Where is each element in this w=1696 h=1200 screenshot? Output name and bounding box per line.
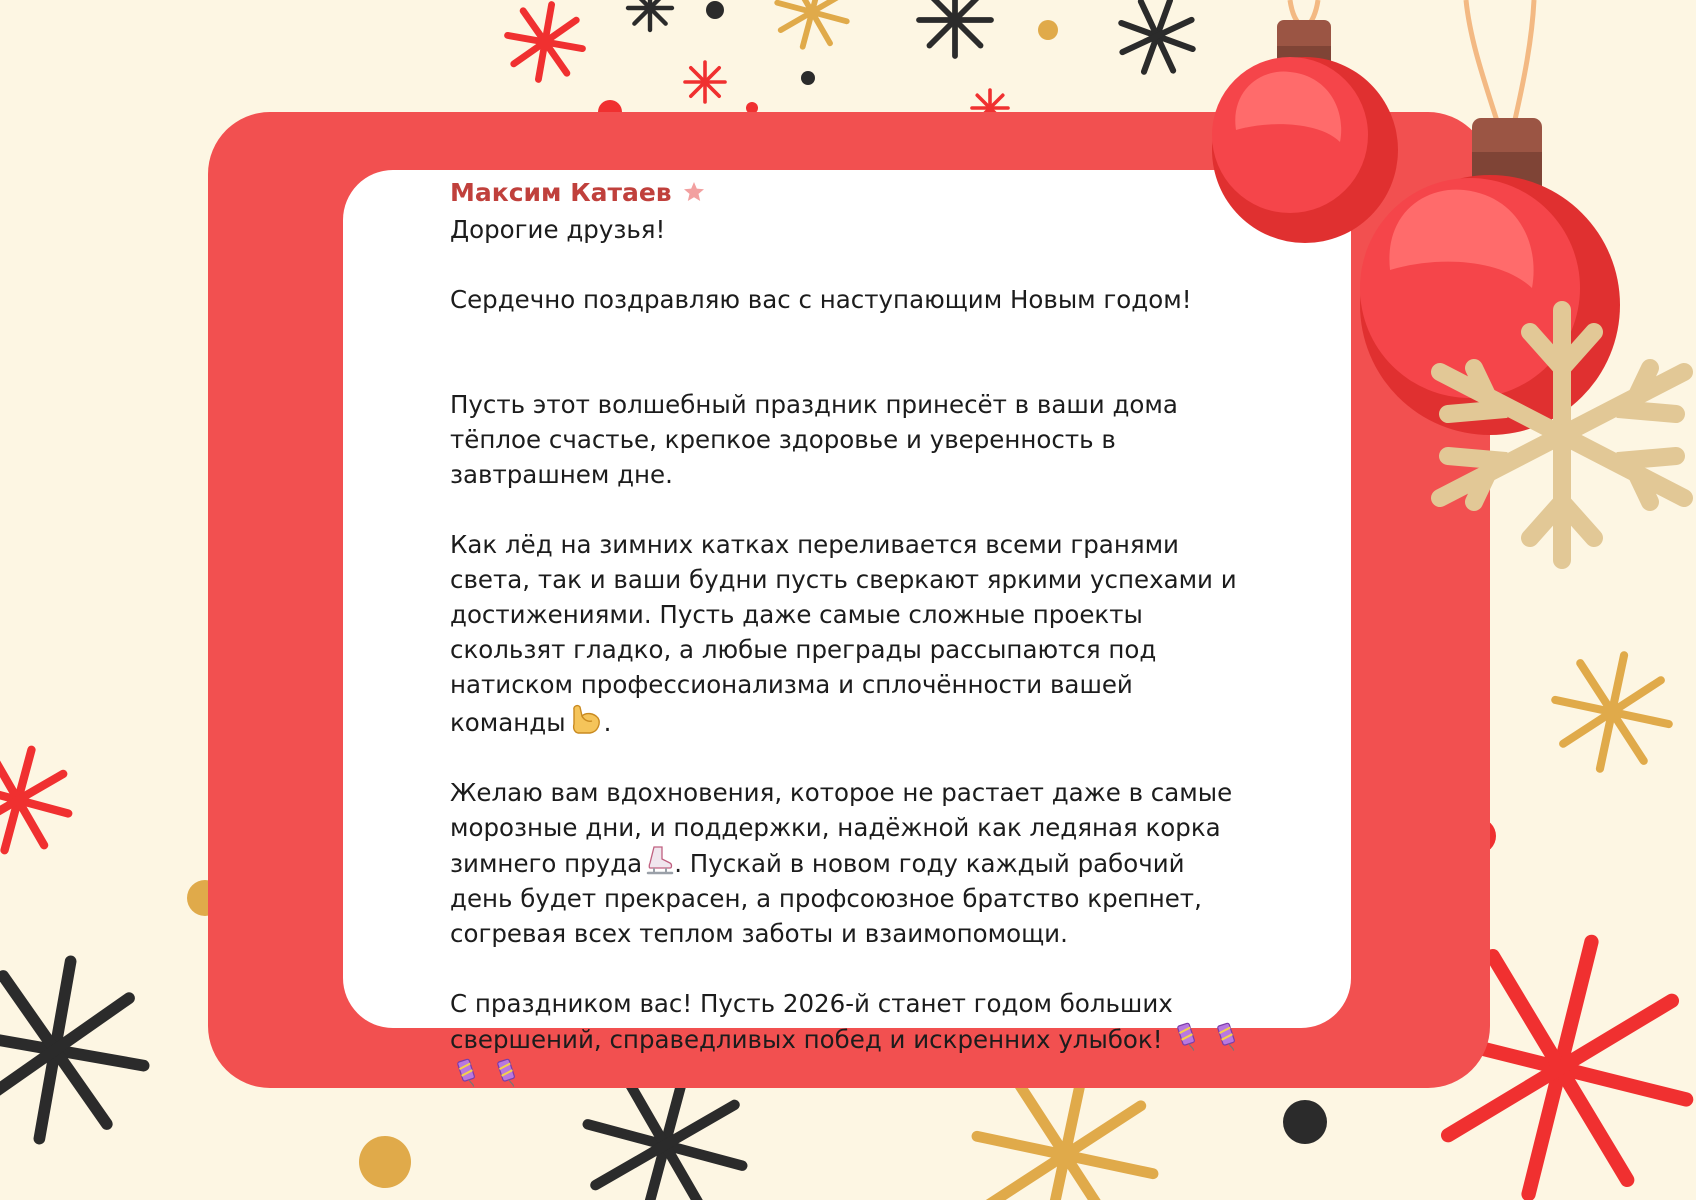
greeting-text: Дорогие друзья! <box>450 215 666 244</box>
paragraph-5-text: С праздником вас! Пусть 2026-й станет годом больших свершений, справедливых побед и искренних улыбок! <box>450 989 1173 1054</box>
snowflake-icon <box>1108 0 1205 85</box>
greeting <box>450 212 1250 247</box>
paragraph-5 <box>450 986 1250 1093</box>
author-row <box>450 172 1250 212</box>
star-icon <box>682 180 706 204</box>
snowflake-icon <box>501 0 589 86</box>
paragraph-1-text: Сердечно поздравляю вас с наступающим Новым годом! <box>450 285 1192 314</box>
paragraph-4-text-a: Желаю вам вдохновения, которое не растает даже в самые морозные дни, и поддержки, надёжной как ледяная корка зимнего пруда <box>450 778 1233 878</box>
firecracker-icon <box>1212 1021 1242 1053</box>
snowflake-icon <box>768 0 856 56</box>
paragraph-1 <box>450 282 1250 317</box>
paragraph-4-text-b: . Пускай в новом году каждый рабочий день будет прекрасен, а профсоюзное братство крепнет, согревая всех теплом заботы и взаимопомощи. <box>450 849 1202 948</box>
paragraph-2 <box>450 387 1250 492</box>
firecracker-icon <box>1172 1021 1202 1053</box>
firecracker-icon <box>452 1057 482 1089</box>
snowflake-icon <box>685 62 725 102</box>
paragraph-3-text: Как лёд на зимних катках переливается всеми гранями света, так и ваши будни пусть сверкают яркими успехами и достижениями. Пусть даже самые сложные проекты скользят гладко, а любые преграды рассыпаются под натиском профессионализма и сплочённости вашей команды <box>450 530 1237 737</box>
flexed-biceps-icon <box>568 702 604 736</box>
paragraph-2-text: Пусть этот волшебный праздник принесёт в ваши дома тёплое счастье, крепкое здоровье и уверенность в завтрашнем дне. <box>450 390 1178 489</box>
paragraph-3-end: . <box>603 708 612 737</box>
ice-skate-icon <box>644 845 674 877</box>
paragraph-3 <box>450 527 1250 740</box>
author-name[interactable]: Максим Катаев <box>450 177 672 207</box>
snowflake-icon <box>0 736 82 863</box>
paragraph-4 <box>450 775 1250 951</box>
snowflake-icon <box>1543 643 1681 781</box>
snowflake-icon <box>628 0 672 30</box>
snowflake-icon <box>0 946 159 1155</box>
firecracker-icon <box>492 1057 522 1089</box>
message-body <box>450 172 1250 1128</box>
snowflake-icon <box>919 0 991 56</box>
